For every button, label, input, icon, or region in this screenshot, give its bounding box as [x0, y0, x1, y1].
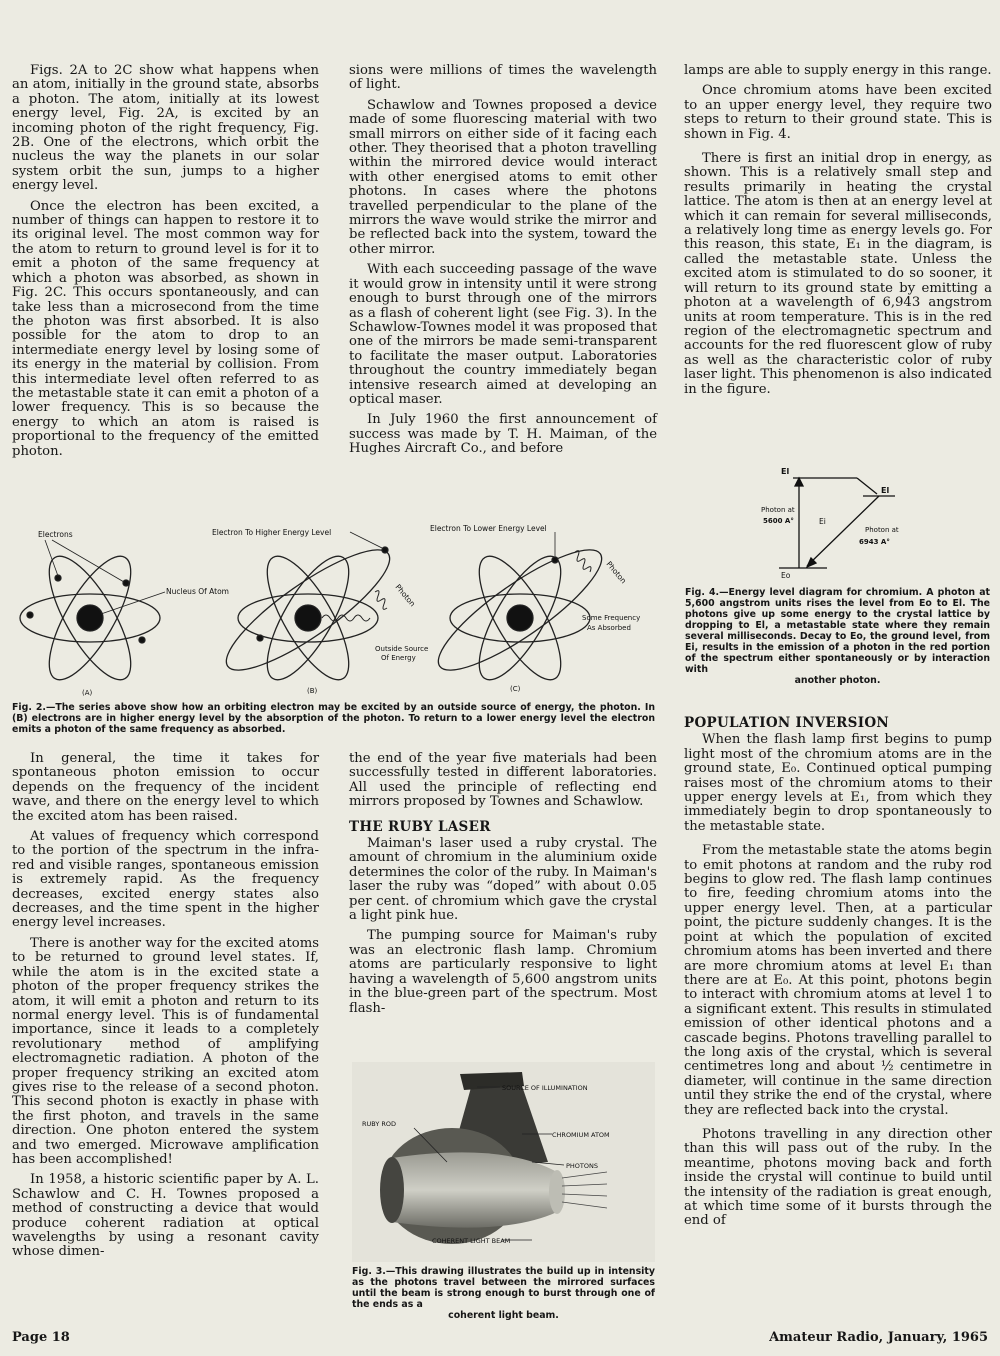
- atom-b: [213, 532, 403, 691]
- fig4-caption-last: another photon.: [794, 675, 881, 686]
- fig4-caption: [685, 587, 990, 686]
- column-2-bottom: [349, 752, 657, 1022]
- label-as-absorbed: As Absorbed: [587, 624, 631, 632]
- paragraph: In 1958, a historic scientific paper by A. L. Schawlow and C. H. Townes proposed a method of constructing a device that would produce coherent radiation at optical wavelengths by using a resonant cavity whose dimen-: [12, 1172, 319, 1260]
- label-ruby-rod: RUBY ROD: [362, 1120, 397, 1128]
- label-b: (B): [307, 687, 318, 695]
- paragraph: Photons travelling in any direction other than this will pass out of the ruby. In the meantime, photons moving back and forth inside the crystal will continue to build until the intensity of the radiation is great enough, at which time some of it bursts through the end of: [684, 1126, 992, 1229]
- label-source-illumination: SOURCE OF ILLUMINATION: [502, 1084, 588, 1092]
- fig3-caption-last: coherent light beam.: [448, 1310, 559, 1321]
- section-heading-ruby-laser: THE RUBY LASER: [349, 818, 491, 835]
- label-higher-energy: Electron To Higher Energy Level: [212, 528, 332, 537]
- label-e-top: El: [781, 467, 790, 476]
- fig2-atom-diagrams: [10, 520, 675, 700]
- fig2-caption: Fig. 2.—The series above show how an orbiting electron may be excited by an outside source of energy, the photon. In (B) electrons are in higher energy level by the absorption of the photon. To return to a lower energy level the electron emits a photon of the same frequency as absorbed.: [12, 702, 655, 735]
- paragraph: At values of frequency which correspond to the portion of the spectrum in the infra-red and visible ranges, spontaneous emission is extremely rapid. As the frequency decreases, excited energy states also decreases, and the time spent in the higher energy level increases.: [12, 829, 319, 931]
- paragraph: The pumping source for Maiman's ruby was an electronic flash lamp. Chromium atoms are particularly responsive to light having a wavelength of 5,600 angstrom units in the blue-green part of the spectrum. Most flash-: [349, 928, 657, 1016]
- paragraph: lamps are able to supply energy in this range.: [684, 63, 992, 78]
- label-chromium-atom: CHROMIUM ATOM: [552, 1131, 610, 1139]
- label-nucleus: Nucleus Of Atom: [166, 587, 229, 596]
- label-c: (C): [510, 685, 521, 693]
- fig4-caption-text: Fig. 4.—Energy level diagram for chromium. A photon at 5,600 angstrom units rises the level from Eo to El. The photons give up some energy to the crystal lattice by dropping to El, a metastable state where they remain several milliseconds. Decay to Eo, the ground level, from Ei, results in the emission of a photon in the red portion of the spectrum either spontaneously or by interaction with: [685, 587, 990, 675]
- label-electrons: Electrons: [38, 530, 73, 539]
- column-3-bottom: [684, 706, 992, 1235]
- column-2-top: [349, 64, 657, 463]
- fig4-energy-diagram: [745, 460, 945, 585]
- fig3-ruby-laser-drawing: [352, 1062, 655, 1262]
- paragraph: There is first an initial drop in energy, as shown. This is a relatively small step and results primarily in heating the crystal lattice. The atom is then at an energy level at which it can remain for several milliseconds, a relatively long time as energy levels go. For this reason, this state, E₁ in the diagram, is called the metastable state. Unless the excited atom is stimulated to do so sooner, it will return to its ground state by emitting a photon at a wavelength of 6,943 angstrom units at room temperature. This is in the red region of the electromagnetic spectrum and accounts for the red fluorescent glow of ruby as well as the characteristic color of ruby laser light. This phenomenon is also indicated in the figure.: [684, 151, 992, 397]
- fig3-caption-text: Fig. 3.—This drawing illustrates the build up in intensity as the photons travel between the mirrored surfaces until the beam is strong enough to burst through one of the ends as a: [352, 1266, 655, 1310]
- paragraph: With each succeeding passage of the wave it would grow in intensity until it were strong enough to burst through one of the mirrors as a flash of coherent light (see Fig. 3). In the Schawlow-Townes model it was proposed that one of the mirrors be made semi-transparent to facilitate the maser output. Laboratories throughout the country immediately began intensive research aimed at developing an optical maser.: [349, 262, 657, 407]
- label-photon-right: Photon at: [865, 526, 899, 534]
- label-outside-source: Outside Source: [375, 645, 429, 653]
- label-e-o: Eo: [781, 571, 791, 580]
- label-photon-left-value: 5600 A°: [763, 517, 794, 525]
- label-photon-b: Photon: [393, 582, 418, 609]
- paragraph: sions were millions of times the wavelength of light.: [349, 63, 657, 93]
- paragraph: In general, the time it takes for spontaneous photon emission to occur depends on the frequency of the incident wave, and there on the energy level to which the excited atom has been raised.: [12, 751, 319, 824]
- label-photon-right-value: 6943 A°: [859, 538, 890, 546]
- paragraph: When the flash lamp first begins to pump light most of the chromium atoms are in the ground state, E₀. Continued optical pumping raises most of the chromium atoms to their upper energy levels at E₁, from which they immediately begin to drop spontaneously to the metastable state.: [684, 732, 992, 834]
- atom-c: [425, 532, 615, 691]
- label-lower-energy: Electron To Lower Energy Level: [430, 524, 547, 533]
- label-same-frequency: Some Frequency: [582, 614, 641, 622]
- label-coherent-beam: COHERENT LIGHT BEAM: [432, 1237, 511, 1245]
- paragraph: Once the electron has been excited, a number of things can happen to restore it to its original level. The most common way for the atom to return to ground level is for it to emit a photon of the same frequency at which a photon was absorbed, as shown in Fig. 2C. This occurs spontaneously, and can take less than a microsecond from the time the photon was first absorbed. It is also possible for the atom to drop to an intermediate energy level by losing some of its energy in the material by collision. From this intermediate level often referred to as the metastable state it can emit a photon of a lower frequency. This is so because the energy to which an atom is raised is proportional to the frequency of the emitted photon.: [12, 198, 319, 459]
- atom-a: [20, 540, 165, 691]
- paragraph: Maiman's laser used a ruby crystal. The amount of chromium in the aluminium oxide determines the color of the ruby. In Maiman's laser the ruby was “doped” with about 0.05 per cent. of chromium which gave the crystal a light pink hue.: [349, 836, 657, 924]
- paragraph: Once chromium atoms have been excited to an upper energy level, they require two steps to return to their ground state. This is shown in Fig. 4.: [684, 83, 992, 142]
- paragraph: Schawlow and Townes proposed a device made of some fluorescing material with two small mirrors on either side of it facing each other. They theorised that a photon travelling within the mirrored device would interact with other energised atoms to emit other photons. In cases where the photons travelled perpendicular to the plane of the mirrors the wave would strike the mirror and be reflected back into the system, toward the other mirror.: [349, 97, 657, 257]
- label-of-energy: Of Energy: [381, 654, 416, 662]
- column-1-bottom: [12, 752, 319, 1266]
- page-number: Page 18: [12, 1330, 70, 1345]
- publication-name: Amateur Radio, January, 1965: [769, 1330, 988, 1345]
- paragraph: There is another way for the excited atoms to be returned to ground level states. If, while the atom is in the excited state a photon of the proper frequency strikes the atom, it will emit a photon and return to its normal energy level. This is of fundamental importance, since it leads to a completely revolutionary method of amplifying electromagnetic radiation. A photon of the proper frequency striking an excited atom gives rise to the release of a second photon. This second photon is exactly in phase with the first photon, and travels in the same direction. One photon entered the system and two emerged. Microwave amplification has been accomplished!: [12, 935, 319, 1167]
- column-1-top: [12, 64, 319, 465]
- label-a: (A): [82, 689, 93, 697]
- paragraph: Figs. 2A to 2C show what happens when an atom, initially in the ground state, absorbs a photon. The atom, initially at its lowest energy level, Fig. 2A, is excited by an incoming photon of the right frequency, Fig. 2B. One of the electrons, which orbit the nucleus the way the planets in our solar system orbit the sun, jumps to a higher energy level.: [12, 63, 319, 194]
- section-heading-population-inversion: POPULATION INVERSION: [684, 715, 890, 731]
- label-photon-left: Photon at: [761, 506, 795, 514]
- label-e-i: Ei: [819, 517, 826, 526]
- column-3-top: [684, 64, 992, 403]
- paragraph: From the metastable state the atoms begin to emit photons at random and the ruby rod begins to glow red. The flash lamp continues to fire, feeding chromium atoms into the upper energy level. Then, at a particular point, the picture suddenly changes. It is the point at which the population of excited chromium atoms has been inverted and there are more chromium atoms at level E₁ than there are at E₀. At this point, photons begin to interact with chromium atoms at level 1 to a significant extent. This results in stimulated emission of other identical photons and a cascade begins. Photons travelling parallel to the long axis of the crystal, which is several centimetres long and about ½ centimetre in diameter, will continue in the same direction until they strike the end of the crystal, where they are reflected back into the crystal.: [684, 843, 992, 1118]
- label-photon-c: Photon: [604, 559, 629, 586]
- paragraph: In July 1960 the first announcement of success was made by T. H. Maiman, of the Hughes Aircraft Co., and before: [349, 412, 657, 457]
- label-e-mid: El: [881, 486, 890, 495]
- fig3-caption: [352, 1266, 655, 1321]
- label-photons: PHOTONS: [566, 1162, 598, 1170]
- paragraph: the end of the year five materials had been successfully tested in different laboratories. All used the principle of reflecting end mirrors proposed by Townes and Schawlow.: [349, 751, 657, 810]
